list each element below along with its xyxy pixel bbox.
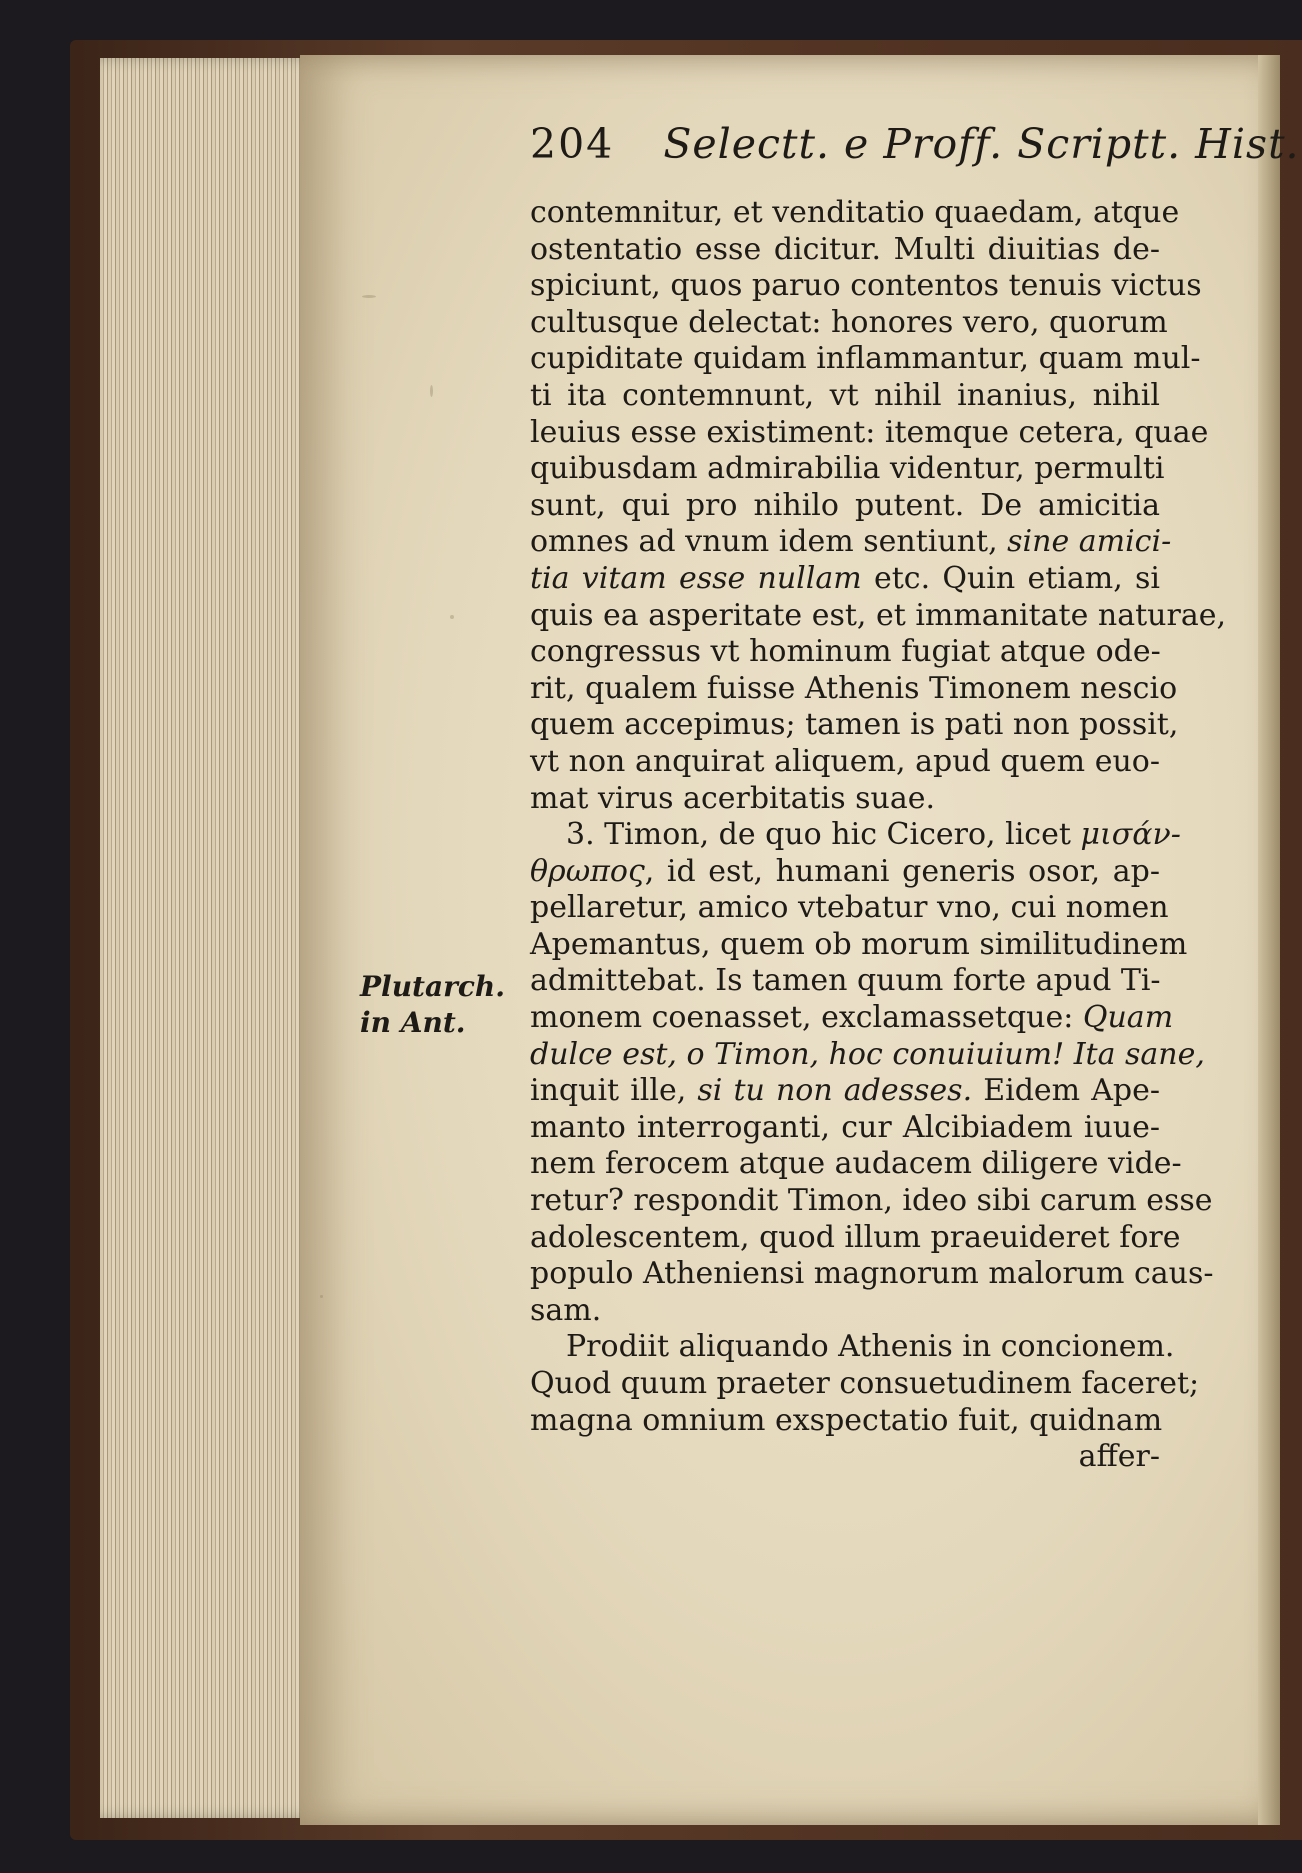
text-line (530, 854, 1160, 891)
text-run-italic: si tu non adesses. (697, 1073, 973, 1109)
text-run: monem coenasset, exclamassetque: (530, 1000, 1083, 1036)
page-header (530, 120, 1300, 180)
text-line: vt non anquirat aliquem, apud quem euo- (530, 743, 1160, 779)
text-line (530, 1073, 1160, 1110)
marginal-note-line: Plutarch. (360, 970, 506, 1003)
page-edges (100, 58, 320, 1818)
text-line: magna omnium exspectatio fuit, quidnam (530, 1402, 1163, 1438)
text-line: nem ferocem atque audacem diligere vide- (530, 1146, 1182, 1182)
text-line: quem accepimus; tamen is pati non possit, (530, 707, 1179, 743)
text-line: manto interroganti, cur Alcibiadem iuue- (530, 1109, 1160, 1145)
greek-word: μισάν- (1080, 817, 1181, 853)
text-line (530, 561, 1160, 598)
text-run: inquit ille, (530, 1073, 698, 1109)
text-line: cupiditate quidam inflammantur, quam mul- (530, 341, 1201, 377)
text-run-italic: sine amici- (1007, 524, 1172, 560)
body-text (530, 195, 1226, 1476)
text-run-italic: tia vitam esse nullam (530, 560, 862, 596)
text-line: leuius esse existiment: itemque cetera, quae (530, 414, 1209, 450)
text-line: Apemantus, quem ob morum similitudinem (530, 926, 1188, 962)
text-line: admittebat. Is tamen quum forte apud Ti- (530, 963, 1161, 999)
marginal-note (360, 969, 530, 1041)
running-head: Selectt. e Proff. Scriptt. Hist. (663, 120, 1300, 168)
text-line: ostentatio esse dicitur. Multi diuitias de- (530, 231, 1160, 267)
marginal-note-line: in Ant. (360, 1006, 466, 1039)
greek-word: θρωπος (530, 853, 645, 889)
catchword: affer- (1078, 1439, 1160, 1475)
text-run: 3. Timon, de quo hic Cicero, licet (566, 817, 1081, 853)
text-line: ti ita contemnunt, vt nihil inanius, nihil (530, 377, 1160, 413)
text-line (530, 1000, 1174, 1037)
paper-speck (320, 1295, 323, 1298)
text-run: , id est, humani generis osor, ap- (644, 853, 1160, 889)
text-line: retur? respondit Timon, ideo sibi carum esse (530, 1183, 1213, 1219)
text-line (530, 817, 1181, 854)
book-page (300, 55, 1300, 1825)
text-line: dulce est, o Timon, hoc conuiuium! Ita sane, (530, 1036, 1205, 1072)
text-run: omnes ad vnum idem sentiunt, (530, 524, 1008, 560)
text-line: pellaretur, amico vtebatur vno, cui nomen (530, 890, 1169, 926)
text-line: Prodiit aliquando Athenis in concionem. (566, 1329, 1175, 1365)
paper-speck (450, 615, 454, 619)
paper-speck (362, 295, 376, 298)
text-line: mat virus acerbitatis suae. (530, 780, 936, 816)
text-line: contemnitur, et venditatio quaedam, atque (530, 195, 1180, 230)
text-run: Eidem Ape- (972, 1073, 1161, 1109)
text-line: quibusdam admirabilia videntur, permulti (530, 451, 1165, 487)
text-line (530, 524, 1172, 561)
text-line: populo Atheniensi magnorum malorum caus- (530, 1256, 1214, 1292)
text-line: quis ea asperitate est, et immanitate naturae, (530, 597, 1226, 633)
text-line: adolescentem, quod illum praeuideret fore (530, 1219, 1181, 1255)
text-line: congressus vt hominum fugiat atque ode- (530, 634, 1161, 670)
text-run-italic: Quam (1082, 1000, 1174, 1036)
text-line: sunt, qui pro nihilo putent. De amicitia (530, 487, 1160, 523)
text-line: rit, qualem fuisse Athenis Timonem nescio (530, 670, 1178, 706)
page-content (300, 55, 1300, 1825)
text-line: Quod quum praeter consuetudinem faceret; (530, 1366, 1200, 1401)
page-number: 204 (530, 120, 615, 168)
text-line: cultusque delectat: honores vero, quorum (530, 304, 1168, 340)
text-line: sam. (530, 1292, 602, 1328)
paper-speck (430, 385, 433, 397)
text-run: etc. Quin etiam, si (861, 560, 1160, 596)
text-line: spiciunt, quos paruo contentos tenuis victus (530, 268, 1202, 304)
